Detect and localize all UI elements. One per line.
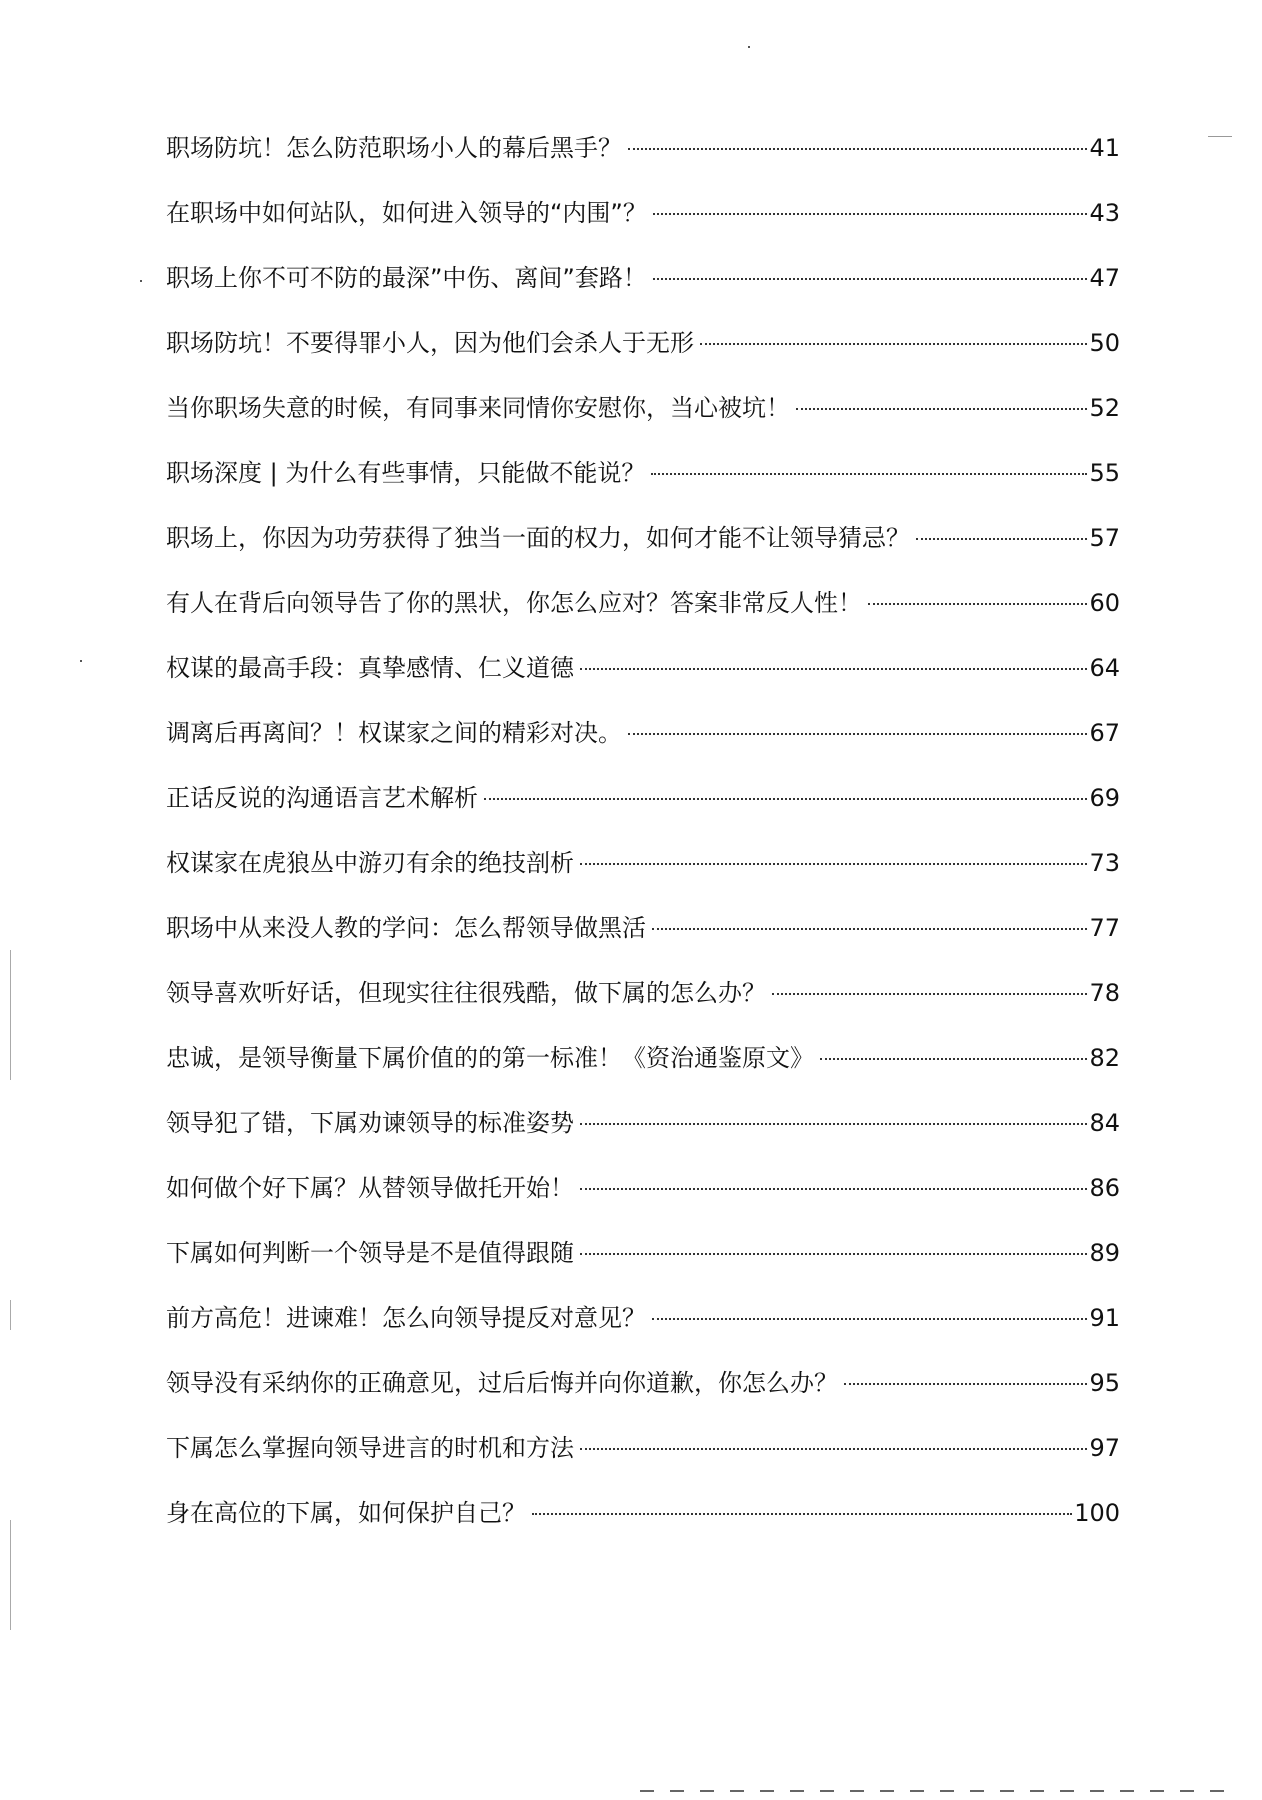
- toc-entry: [166, 1168, 1120, 1233]
- dot-leader: [653, 213, 1088, 215]
- toc-entry-page: 100: [1074, 1499, 1120, 1527]
- scan-edge: [10, 950, 11, 1080]
- toc-entry-title: 职场上，你因为功劳获得了独当一面的权力，如何才能不让领导猜忌？: [166, 524, 910, 552]
- toc-entry: [166, 1298, 1120, 1363]
- toc-entry-title: 职场深度 | 为什么有些事情，只能做不能说？: [166, 459, 646, 487]
- scan-edge: [10, 1520, 11, 1630]
- toc-entry: [166, 193, 1120, 258]
- toc-entry-title: 职场防坑！不要得罪小人，因为他们会杀人于无形: [166, 329, 694, 357]
- toc-entry: [166, 453, 1120, 518]
- toc-entry-title: 职场上你不可不防的最深”中伤、离间”套路！: [166, 264, 647, 292]
- toc-entry-page: 64: [1089, 654, 1120, 682]
- scan-speck: [748, 46, 750, 48]
- dot-leader: [580, 863, 1087, 865]
- dot-leader: [652, 1318, 1087, 1320]
- dot-leader: [628, 148, 1087, 150]
- toc-entry-title: 忠诚，是领导衡量下属价值的的第一标准！《资治通鉴原文》: [166, 1044, 814, 1072]
- toc-entry-title: 职场防坑！怎么防范职场小人的幕后黑手？: [166, 134, 622, 162]
- toc-entry-title: 领导没有采纳你的正确意见，过后后悔并向你道歉，你怎么办？: [166, 1369, 838, 1397]
- table-of-contents: [166, 128, 1120, 1558]
- dot-leader: [580, 1448, 1087, 1450]
- toc-entry: [166, 1363, 1120, 1428]
- toc-entry: [166, 713, 1120, 778]
- scan-dash-line: [640, 1790, 1240, 1792]
- toc-entry-page: 41: [1089, 134, 1120, 162]
- toc-entry-page: 89: [1089, 1239, 1120, 1267]
- scan-speck: [140, 280, 142, 282]
- toc-entry-title: 权谋的最高手段：真挚感情、仁义道德: [166, 654, 574, 682]
- dot-leader: [580, 1253, 1087, 1255]
- toc-entry-page: 47: [1089, 264, 1120, 292]
- toc-entry-page: 69: [1089, 784, 1120, 812]
- toc-entry-page: 84: [1089, 1109, 1120, 1137]
- toc-entry-page: 86: [1089, 1174, 1120, 1202]
- dot-leader: [796, 408, 1087, 410]
- dot-leader: [580, 668, 1087, 670]
- dot-leader: [772, 993, 1087, 995]
- toc-entry-title: 前方高危！进谏难！怎么向领导提反对意见？: [166, 1304, 646, 1332]
- toc-entry: [166, 258, 1120, 323]
- toc-entry-page: 67: [1089, 719, 1120, 747]
- toc-entry-page: 43: [1089, 199, 1120, 227]
- toc-entry-title: 如何做个好下属？从替领导做托开始！: [166, 1174, 574, 1202]
- dot-leader: [653, 278, 1088, 280]
- toc-entry: [166, 843, 1120, 908]
- toc-entry-page: 60: [1089, 589, 1120, 617]
- toc-entry-page: 77: [1089, 914, 1120, 942]
- scan-speck: [1208, 136, 1232, 137]
- dot-leader: [916, 538, 1087, 540]
- toc-entry: [166, 778, 1120, 843]
- toc-entry-title: 下属怎么掌握向领导进言的时机和方法: [166, 1434, 574, 1462]
- toc-entry-page: 78: [1089, 979, 1120, 1007]
- dot-leader: [820, 1058, 1087, 1060]
- toc-entry: [166, 648, 1120, 713]
- dot-leader: [652, 928, 1087, 930]
- dot-leader: [484, 798, 1087, 800]
- toc-entry: [166, 583, 1120, 648]
- toc-entry-title: 权谋家在虎狼丛中游刃有余的绝技剖析: [166, 849, 574, 877]
- toc-entry-page: 82: [1089, 1044, 1120, 1072]
- toc-entry: [166, 323, 1120, 388]
- toc-entry-page: 57: [1089, 524, 1120, 552]
- dot-leader: [580, 1188, 1087, 1190]
- toc-entry: [166, 973, 1120, 1038]
- toc-entry-page: 55: [1089, 459, 1120, 487]
- toc-entry-title: 调离后再离间？！权谋家之间的精彩对决。: [166, 719, 622, 747]
- toc-entry-page: 95: [1089, 1369, 1120, 1397]
- toc-entry: [166, 908, 1120, 973]
- dot-leader: [844, 1383, 1087, 1385]
- scan-speck: [80, 660, 82, 662]
- dot-leader: [868, 603, 1087, 605]
- toc-entry: [166, 1233, 1120, 1298]
- toc-entry: [166, 128, 1120, 193]
- dot-leader: [580, 1123, 1087, 1125]
- toc-entry-page: 73: [1089, 849, 1120, 877]
- toc-entry-title: 有人在背后向领导告了你的黑状，你怎么应对？答案非常反人性！: [166, 589, 862, 617]
- toc-entry-title: 领导犯了错，下属劝谏领导的标准姿势: [166, 1109, 574, 1137]
- toc-entry-title: 当你职场失意的时候，有同事来同情你安慰你，当心被坑！: [166, 394, 790, 422]
- toc-entry-title: 正话反说的沟通语言艺术解析: [166, 784, 478, 812]
- toc-entry-title: 下属如何判断一个领导是不是值得跟随: [166, 1239, 574, 1267]
- toc-entry-page: 52: [1089, 394, 1120, 422]
- toc-entry-title: 在职场中如何站队，如何进入领导的“内围”？: [166, 199, 647, 227]
- toc-entry: [166, 1428, 1120, 1493]
- toc-entry-title: 职场中从来没人教的学问：怎么帮领导做黑活: [166, 914, 646, 942]
- toc-entry-title: 身在高位的下属，如何保护自己？: [166, 1499, 526, 1527]
- dot-leader: [628, 733, 1087, 735]
- toc-entry: [166, 1103, 1120, 1168]
- scan-edge: [10, 1300, 11, 1330]
- toc-entry: [166, 1038, 1120, 1103]
- toc-entry: [166, 1493, 1120, 1558]
- toc-entry-page: 97: [1089, 1434, 1120, 1462]
- toc-entry: [166, 388, 1120, 453]
- toc-entry-page: 50: [1089, 329, 1120, 357]
- toc-entry: [166, 518, 1120, 583]
- dot-leader: [532, 1513, 1072, 1515]
- toc-entry-title: 领导喜欢听好话，但现实往往很残酷，做下属的怎么办？: [166, 979, 766, 1007]
- dot-leader: [651, 473, 1087, 475]
- toc-entry-page: 91: [1089, 1304, 1120, 1332]
- dot-leader: [700, 343, 1087, 345]
